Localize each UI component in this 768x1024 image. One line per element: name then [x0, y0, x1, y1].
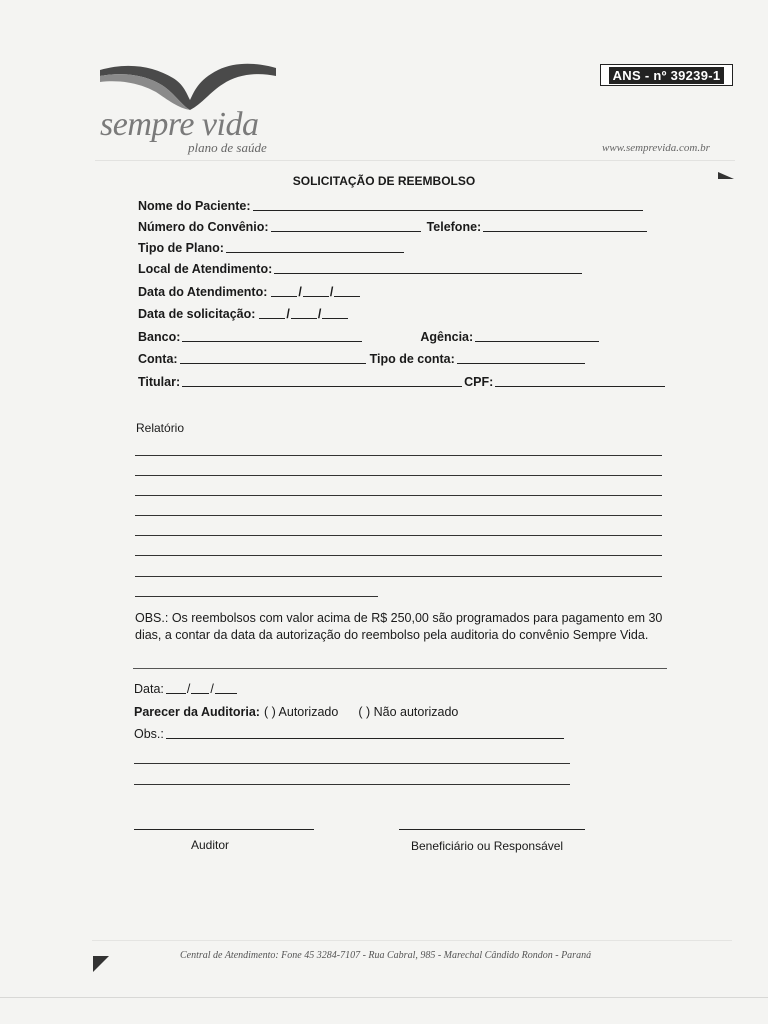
label-tipo-conta: Tipo de conta: — [369, 352, 455, 366]
input-ano-solicitacao[interactable] — [322, 307, 348, 319]
label-conta: Conta: — [138, 352, 178, 366]
input-agencia[interactable] — [475, 330, 599, 342]
input-audit-mes[interactable] — [191, 682, 209, 694]
relatorio-line[interactable] — [135, 596, 378, 597]
label-banco: Banco: — [138, 330, 181, 344]
beneficiario-label: Beneficiário ou Responsável — [411, 839, 564, 853]
input-tipo-plano[interactable] — [226, 241, 404, 253]
row-parecer — [134, 705, 458, 719]
input-nome-paciente[interactable] — [253, 199, 643, 211]
row-local-atendimento — [138, 262, 584, 276]
obs-note: OBS.: Os reembolsos com valor acima de R$ 250,00 são programados para pagamento em 30 dias, a contar da data da autorização do reembolso pela auditoria do convênio Sempre Vida. — [135, 611, 663, 642]
label-audit-obs: Obs.: — [134, 727, 164, 741]
row-data-atendimento: Data do Atendimento: / / — [138, 285, 360, 299]
input-dia-solicitacao[interactable] — [259, 307, 285, 319]
website-link: www.semprevida.com.br — [602, 142, 710, 154]
beneficiario-signature-line[interactable] — [399, 829, 585, 830]
input-audit-obs[interactable] — [166, 727, 564, 739]
label-data-solicitacao: Data de solicitação: — [138, 307, 256, 321]
input-numero-convenio[interactable] — [271, 220, 421, 232]
input-banco[interactable] — [182, 330, 362, 342]
footer-contact: Central de Atendimento: Fone 45 3284-7107 - Rua Cabral, 985 - Marechal Cândido Rondon - Paraná — [180, 950, 592, 961]
input-dia-atendimento[interactable] — [271, 285, 297, 297]
header-divider — [95, 160, 735, 161]
label-local-atendimento: Local de Atendimento: — [138, 262, 273, 276]
label-cpf: CPF: — [464, 375, 494, 389]
label-numero-convenio: Número do Convênio: — [138, 220, 269, 234]
auditor-signature-line[interactable] — [134, 829, 314, 830]
page-edge — [0, 997, 768, 998]
row-data-solicitacao: Data de solicitação: / / — [138, 307, 348, 321]
label-tipo-plano: Tipo de Plano: — [138, 241, 224, 255]
input-local-atendimento[interactable] — [274, 262, 582, 274]
input-titular[interactable] — [182, 375, 462, 387]
row-titular — [138, 375, 667, 389]
row-audit-obs — [134, 727, 566, 741]
ans-badge — [600, 64, 733, 86]
form-title: SOLICITAÇÃO DE REEMBOLSO — [292, 174, 476, 188]
relatorio-line[interactable] — [135, 576, 662, 577]
row-convenio — [138, 220, 649, 234]
input-audit-dia[interactable] — [166, 682, 186, 694]
option-nao-autorizado[interactable]: ( ) Não autorizado — [358, 705, 459, 719]
input-telefone[interactable] — [483, 220, 647, 232]
relatorio-line[interactable] — [135, 555, 662, 556]
relatorio-line[interactable] — [135, 495, 662, 496]
input-conta[interactable] — [180, 352, 366, 364]
label-agencia: Agência: — [420, 330, 474, 344]
input-audit-ano[interactable] — [215, 682, 237, 694]
section-divider — [133, 668, 667, 669]
brand-name: sempre vida — [100, 106, 259, 143]
label-nome-paciente: Nome do Paciente: — [138, 199, 251, 213]
label-parecer: Parecer da Auditoria: — [134, 705, 260, 719]
label-telefone: Telefone: — [426, 220, 482, 234]
input-ano-atendimento[interactable] — [334, 285, 360, 297]
audit-obs-line[interactable] — [134, 763, 570, 764]
row-nome-paciente — [138, 199, 645, 213]
row-audit-data: Data: / / — [134, 682, 237, 696]
footer-divider — [92, 940, 732, 941]
option-autorizado[interactable]: ( ) Autorizado — [263, 705, 339, 719]
corner-triangle-icon — [93, 956, 109, 972]
input-tipo-conta[interactable] — [457, 352, 585, 364]
audit-obs-line[interactable] — [134, 784, 570, 785]
row-banco — [138, 330, 601, 344]
relatorio-label: Relatório — [136, 421, 185, 435]
relatorio-line[interactable] — [135, 475, 662, 476]
row-conta — [138, 352, 587, 366]
input-cpf[interactable] — [495, 375, 665, 387]
ans-number: ANS - nº 39239-1 — [609, 67, 725, 84]
input-mes-atendimento[interactable] — [303, 285, 329, 297]
label-audit-data: Data: — [134, 682, 164, 696]
relatorio-line[interactable] — [135, 515, 662, 516]
brand-tagline: plano de saúde — [188, 140, 267, 155]
label-data-atendimento: Data do Atendimento: — [138, 285, 268, 299]
label-titular: Titular: — [138, 375, 181, 389]
auditor-label: Auditor — [191, 838, 230, 852]
input-mes-solicitacao[interactable] — [291, 307, 317, 319]
relatorio-line[interactable] — [135, 455, 662, 456]
relatorio-line[interactable] — [135, 535, 662, 536]
row-tipo-plano — [138, 241, 406, 255]
